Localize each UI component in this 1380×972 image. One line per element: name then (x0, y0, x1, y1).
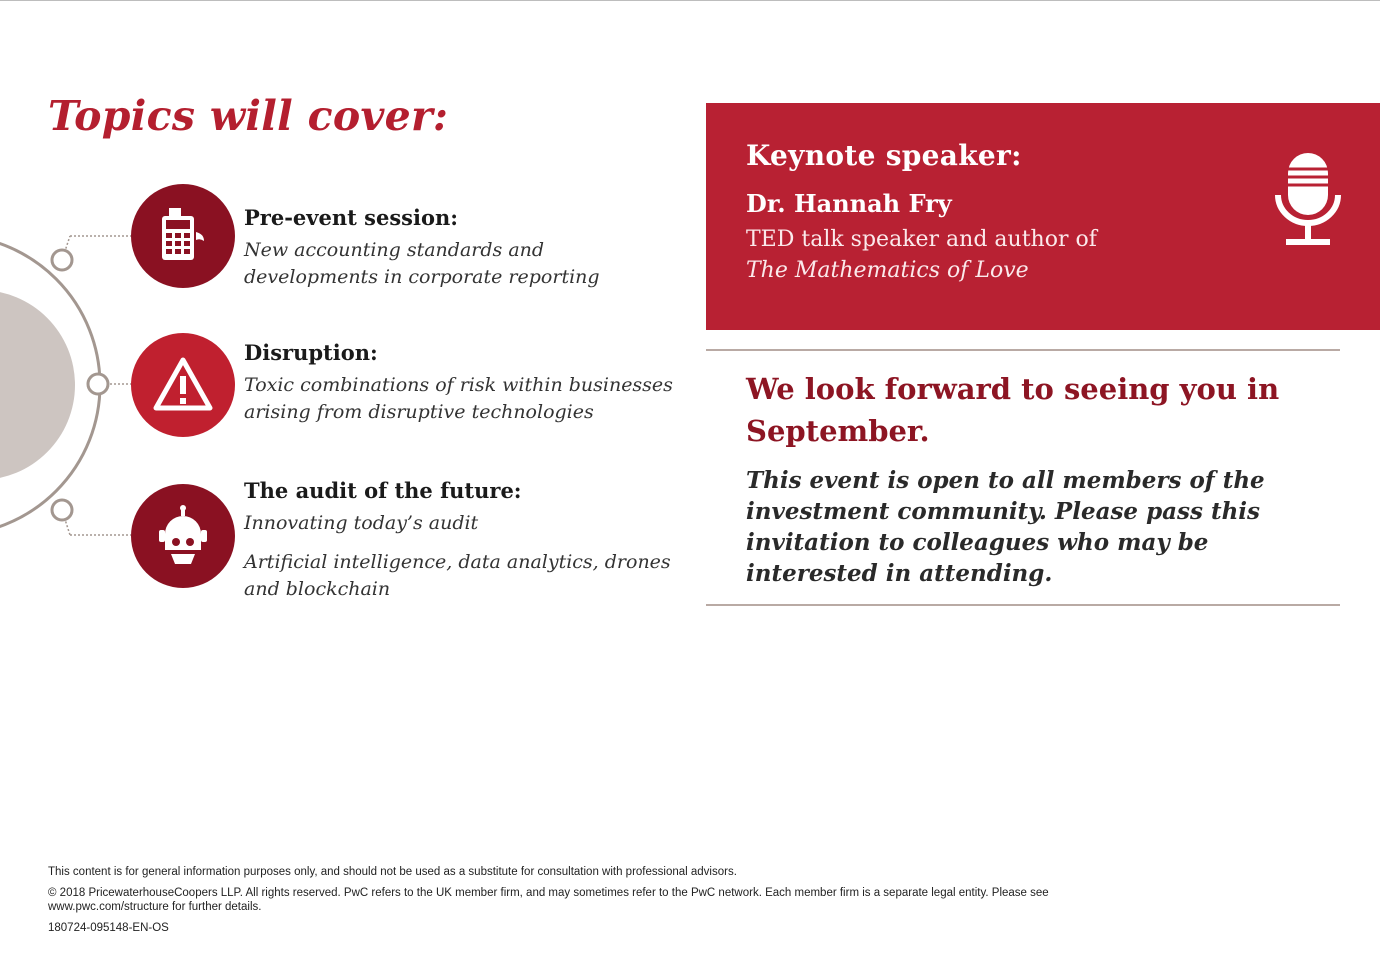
topics-title: Topics will cover: (48, 92, 449, 140)
speaker-name: Dr. Hannah Fry (746, 189, 952, 218)
grey-disc (0, 290, 75, 480)
divider-bottom (706, 604, 1340, 606)
connector-node (52, 500, 72, 520)
topic-disruption (244, 340, 684, 426)
warning-icon (131, 333, 235, 437)
closing-body: This event is open to all members of the investment community. Please pass this invitation to colleagues who may be interested in attending. (746, 467, 1265, 587)
closing-heading: We look forward to seeing you in September. (746, 372, 1280, 448)
topic-description: New accounting standards and developments in corporate reporting (244, 239, 600, 288)
microphone-icon (1274, 151, 1342, 251)
footer-disclaimer: This content is for general information purposes only, and should not be used as a substitute for consultation with professional advisors. (48, 866, 737, 878)
speaker-description (746, 224, 1097, 286)
topic-heading: Disruption: (244, 340, 378, 365)
topic-heading: The audit of the future: (244, 478, 522, 503)
decorative-circle-graphic (0, 160, 140, 580)
topic-pre-event (244, 205, 684, 291)
topic-description: Artificial intelligence, data analytics, drones and blockchain (244, 551, 671, 600)
topic-audit-future (244, 478, 684, 603)
calculator-icon (131, 184, 235, 288)
connector-node (88, 374, 108, 394)
footer-document-code: 180724-095148-EN-OS (48, 922, 169, 934)
connector-node (52, 250, 72, 270)
topic-description: Innovating today’s audit (244, 512, 479, 534)
keynote-panel (706, 103, 1380, 330)
topic-heading: Pre-event session: (244, 205, 458, 230)
topic-description: Toxic combinations of risk within businesses arising from disruptive technologies (244, 374, 673, 423)
book-title: The Mathematics of Love (746, 258, 1029, 283)
top-divider (0, 0, 1380, 1)
speaker-bio: TED talk speaker and author of (746, 227, 1097, 252)
footer-copyright: © 2018 PricewaterhouseCoopers LLP. All rights reserved. PwC refers to the UK member firm, and may sometimes refer to the PwC network. Each member firm is a separate legal entity. Please see www.pwc.com/structure for further details. (48, 887, 1049, 913)
robot-icon (131, 484, 235, 588)
divider-top (706, 349, 1340, 351)
keynote-heading: Keynote speaker: (746, 139, 1022, 172)
